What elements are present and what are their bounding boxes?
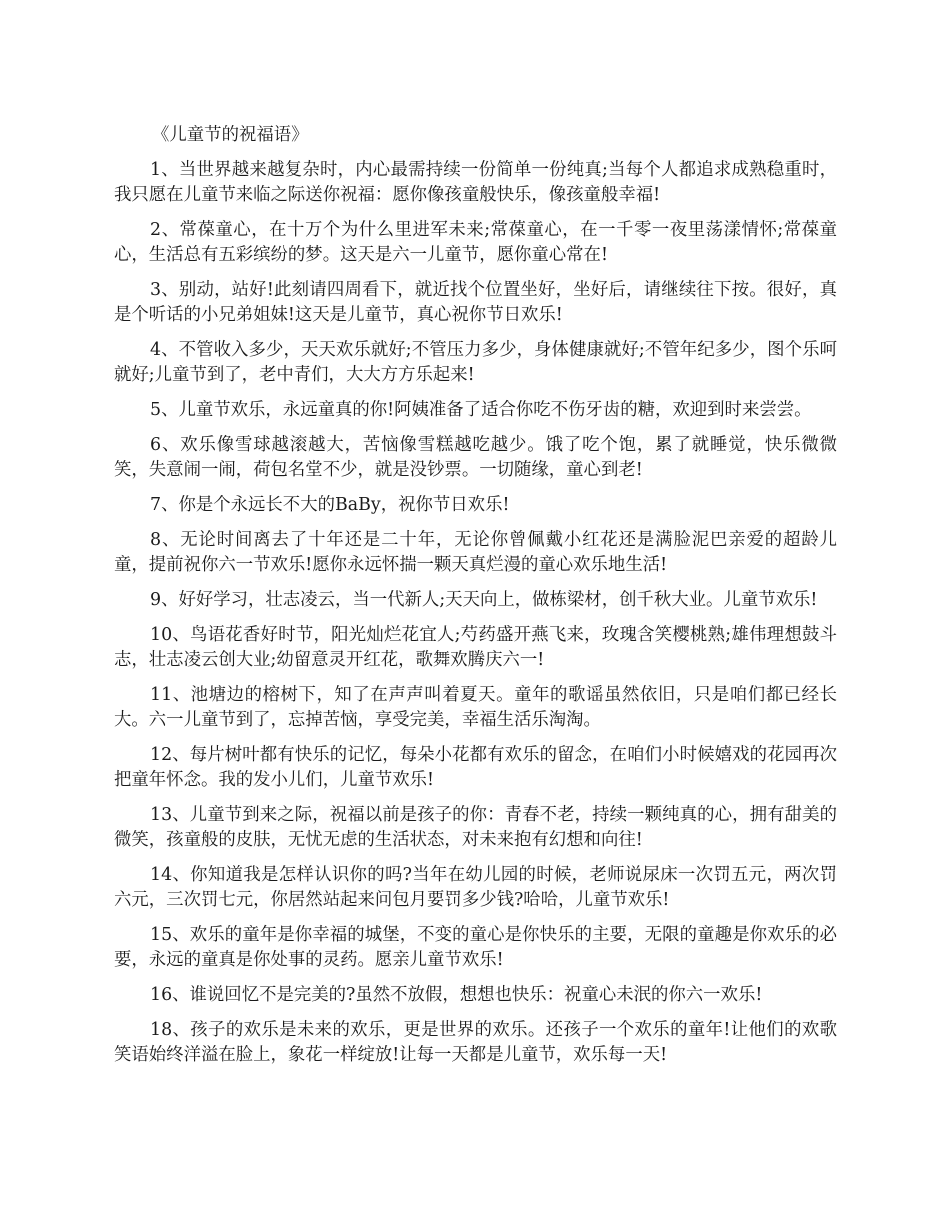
blessing-paragraph-3: 3、别动，站好!此刻请四周看下，就近找个位置坐好，坐好后，请继续往下按。很好，真是个听话的小兄弟姐妹!这天是儿童节，真心祝你节日欢乐! <box>114 280 837 325</box>
blessing-paragraph-9: 9、好好学习，壮志凌云，当一代新人;天天向上，做栋梁材，创千秋大业。儿童节欢乐! <box>150 590 818 610</box>
blessing-paragraph-10: 10、鸟语花香好时节，阳光灿烂花宜人;芍药盛开燕飞来，玫瑰含笑樱桃熟;雄伟理想鼓斗志，壮志凌云创大业;幼留意灵开红花，歌舞欢腾庆六一! <box>114 625 837 670</box>
blessing-paragraph-2: 2、常葆童心，在十万个为什么里进军未来;常葆童心，在一千零一夜里荡漾情怀;常葆童心，生活总有五彩缤纷的梦。这天是六一儿童节，愿你童心常在! <box>114 220 837 265</box>
blessing-paragraph-7: 7、你是个永远长不大的BaBy，祝你节日欢乐! <box>150 495 510 515</box>
blessing-paragraph-8: 8、无论时间离去了十年还是二十年，无论你曾佩戴小红花还是满脸泥巴亲爱的超龄儿童，提前祝你六一节欢乐!愿你永远怀揣一颗天真烂漫的童心欢乐地生活! <box>114 530 837 575</box>
blessing-paragraph-4: 4、不管收入多少，天天欢乐就好;不管压力多少，身体健康就好;不管年纪多少，图个乐呵就好;儿童节到了，老中青们，大大方方乐起来! <box>114 340 837 385</box>
blessing-paragraph-6: 6、欢乐像雪球越滚越大，苦恼像雪糕越吃越少。饿了吃个饱，累了就睡觉，快乐微微笑，失意闹一闹，荷包名堂不少，就是没钞票。一切随缘，童心到老! <box>114 435 837 480</box>
document-body <box>114 123 837 1078</box>
blessing-paragraph-16: 16、谁说回忆不是完美的?虽然不放假，想想也快乐：祝童心未泯的你六一欢乐! <box>150 985 763 1005</box>
blessing-paragraph-15: 15、欢乐的童年是你幸福的城堡，不变的童心是你快乐的主要，无限的童趣是你欢乐的必要，永远的童真是你处事的灵药。愿亲儿童节欢乐! <box>114 925 837 970</box>
document-title: 《儿童节的祝福语》 <box>152 125 309 145</box>
blessing-paragraph-14: 14、你知道我是怎样认识你的吗?当年在幼儿园的时候，老师说尿床一次罚五元，两次罚六元，三次罚七元，你居然站起来问包月要罚多少钱?哈哈，儿童节欢乐! <box>114 865 837 910</box>
blessing-paragraph-13: 13、儿童节到来之际，祝福以前是孩子的你：青春不老，持续一颗纯真的心，拥有甜美的微笑，孩童般的皮肤，无忧无虑的生活状态，对未来抱有幻想和向往! <box>114 805 837 850</box>
blessing-paragraph-12: 12、每片树叶都有快乐的记忆，每朵小花都有欢乐的留念，在咱们小时候嬉戏的花园再次把童年怀念。我的发小儿们，儿童节欢乐! <box>114 745 837 790</box>
blessing-paragraph-1: 1、当世界越来越复杂时，内心最需持续一份简单一份纯真;当每个人都追求成熟稳重时，我只愿在儿童节来临之际送你祝福：愿你像孩童般快乐，像孩童般幸福! <box>114 160 837 205</box>
blessing-paragraph-5: 5、儿童节欢乐，永远童真的你!阿姨准备了适合你吃不伤牙齿的糖，欢迎到时来尝尝。 <box>150 400 812 420</box>
blessing-paragraph-18: 18、孩子的欢乐是未来的欢乐，更是世界的欢乐。还孩子一个欢乐的童年!让他们的欢歌笑语始终洋溢在脸上，象花一样绽放!让每一天都是儿童节，欢乐每一天! <box>114 1020 837 1065</box>
blessing-paragraph-11: 11、池塘边的榕树下，知了在声声叫着夏天。童年的歌谣虽然依旧，只是咱们都已经长大。六一儿童节到了，忘掉苦恼，享受完美，幸福生活乐淘淘。 <box>114 685 837 730</box>
